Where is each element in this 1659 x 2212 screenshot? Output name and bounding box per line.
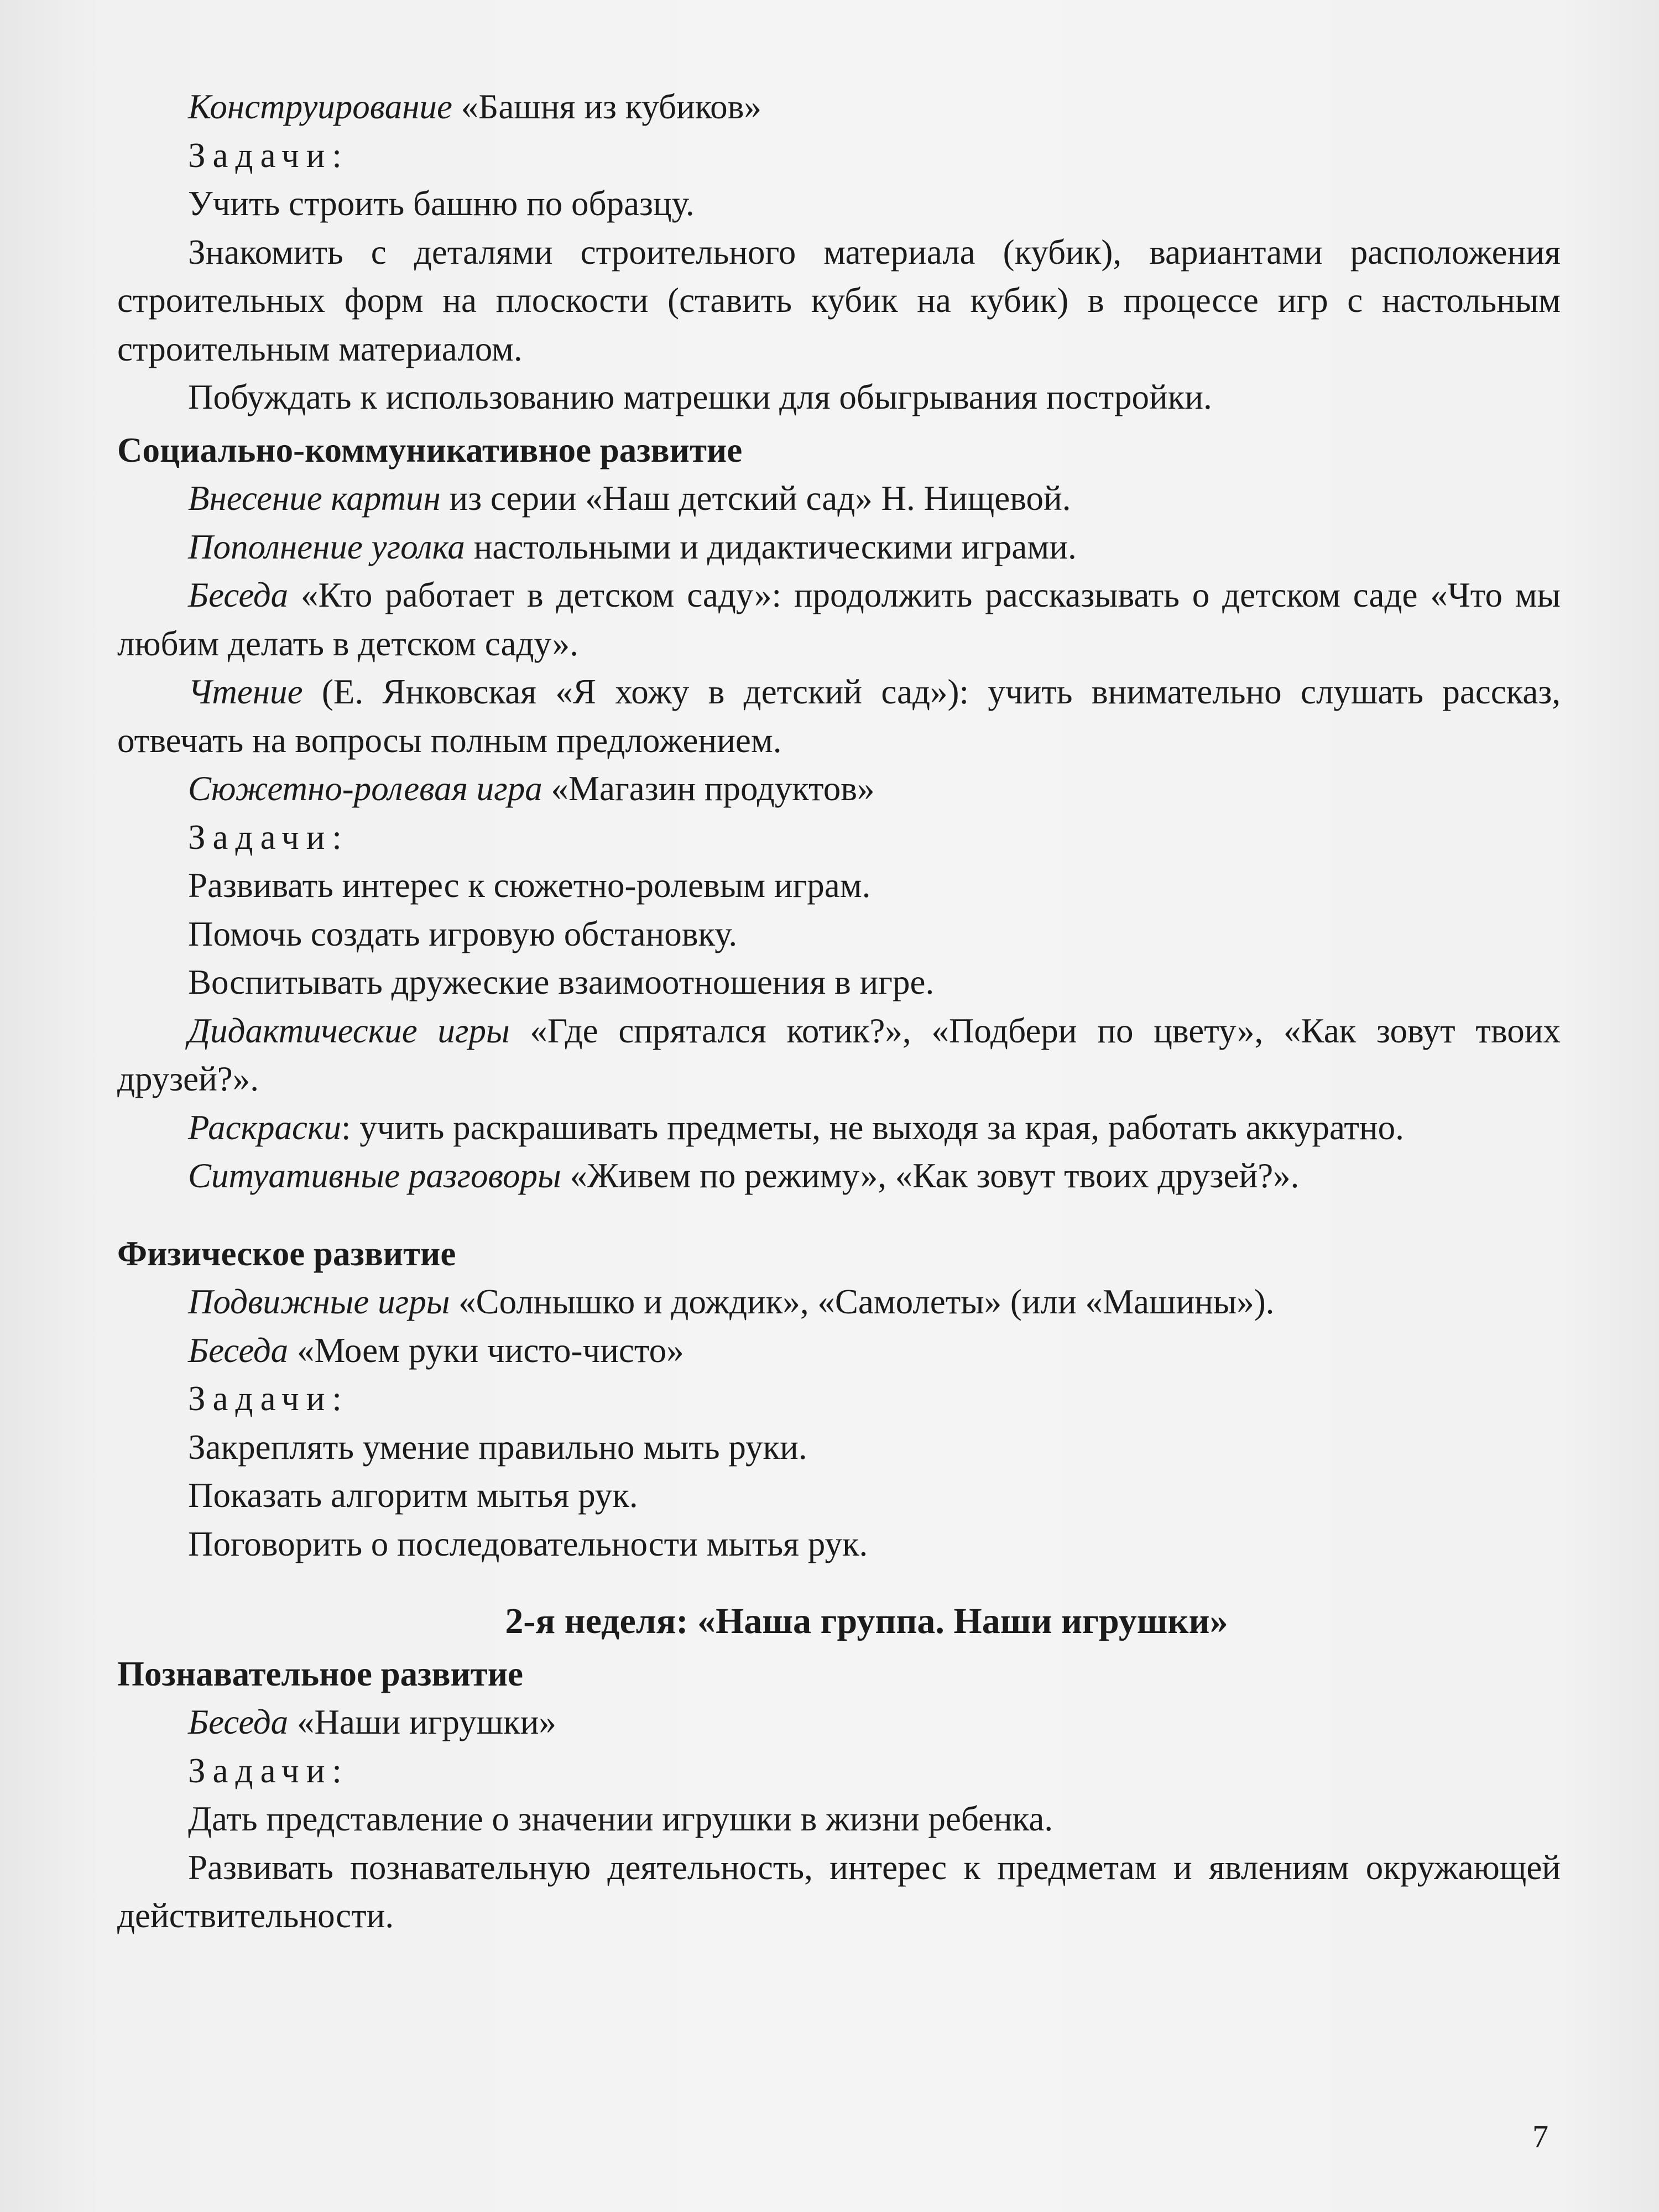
page-body	[117, 83, 1561, 1940]
paragraph	[117, 1152, 1561, 1201]
activity-name: Подвижные игры	[188, 1282, 450, 1321]
tasks-label	[117, 1747, 1561, 1796]
text-run: Помочь создать игровую обстановку.	[188, 914, 738, 953]
tasks-label-text: Задачи:	[188, 1751, 349, 1790]
text-run: Физическое развитие	[117, 1234, 456, 1273]
paragraph	[117, 910, 1561, 959]
paragraph	[117, 1104, 1561, 1152]
paragraph	[117, 83, 1561, 132]
activity-name: Сюжетно-ролевая игра	[188, 769, 542, 808]
text-run: Развивать интерес к сюжетно-ролевым играм.	[188, 866, 871, 905]
tasks-label-text: Задачи:	[188, 135, 349, 175]
text-run: Социально-коммуникативное развитие	[117, 430, 743, 469]
paragraph	[117, 765, 1561, 813]
text-run: Знакомить с деталями строительного материала (кубик), вариантами расположения строительных форм на плоскости (ставить кубик на кубик) в процессе игр с настольным строительным материалом.	[117, 232, 1561, 368]
paragraph	[117, 373, 1561, 422]
text-run: «Живем по режиму», «Как зовут твоих друзей?».	[561, 1156, 1300, 1195]
text-run: : учить раскрашивать предметы, не выходя за края, работать аккуратно.	[341, 1108, 1404, 1147]
paragraph	[117, 1327, 1561, 1375]
paragraph	[117, 571, 1561, 668]
text-run: Поговорить о последовательности мытья рук.	[188, 1524, 868, 1563]
week-heading	[117, 1597, 1561, 1646]
activity-name: Беседа	[188, 576, 289, 614]
text-run: «Башня из кубиков»	[452, 87, 761, 126]
text-run: «Солнышко и дождик», «Самолеты» (или «Машины»).	[450, 1282, 1275, 1321]
activity-name: Конструирование	[188, 87, 452, 126]
paragraph	[117, 1278, 1561, 1327]
activity-name: Ситуативные разговоры	[188, 1156, 561, 1195]
text-run: Побуждать к использованию матрешки для обыгрывания постройки.	[188, 378, 1212, 416]
paragraph	[117, 1007, 1561, 1104]
section-heading	[117, 426, 1561, 475]
paragraph	[117, 862, 1561, 910]
activity-name: Внесение картин	[188, 479, 441, 518]
tasks-label	[117, 813, 1561, 862]
tasks-label	[117, 132, 1561, 180]
text-run: Воспитывать дружеские взаимоотношения в игре.	[188, 963, 935, 1001]
paragraph	[117, 228, 1561, 374]
text-run: Дать представление о значении игрушки в жизни ребенка.	[188, 1799, 1053, 1838]
text-run: Показать алгоритм мытья рук.	[188, 1476, 638, 1515]
text-run: Познавательное развитие	[117, 1654, 523, 1693]
text-run: «Наши игрушки»	[288, 1703, 556, 1741]
text-run: Закреплять умение правильно мыть руки.	[188, 1427, 807, 1467]
activity-name: Беседа	[188, 1331, 289, 1370]
paragraph	[117, 958, 1561, 1007]
paragraph	[117, 1520, 1561, 1569]
activity-name: Раскраски	[188, 1108, 341, 1147]
text-run: Развивать познавательную деятельность, интерес к предметам и явлениям окружающей действительности.	[117, 1848, 1561, 1935]
paragraph	[117, 1472, 1561, 1520]
text-run: «Кто работает в детском саду»: продолжить рассказывать о детском саде «Что мы любим делать в детском саду».	[117, 576, 1561, 663]
activity-name: Дидактические игры	[188, 1011, 510, 1050]
section-heading	[117, 1650, 1561, 1699]
text-run: «Магазин продуктов»	[542, 769, 875, 808]
tasks-label-text: Задачи:	[188, 1379, 349, 1418]
paragraph	[117, 668, 1561, 765]
activity-name: Чтение	[188, 672, 303, 711]
activity-name: Беседа	[188, 1703, 289, 1741]
text-run: настольными и дидактическими играми.	[465, 527, 1077, 566]
text-run: «Моем руки чисто-чисто»	[288, 1331, 684, 1370]
page-number: 7	[1532, 2119, 1548, 2154]
text-run: (Е. Янковская «Я хожу в детский сад»): учить внимательно слушать рассказ, отвечать на вопросы полным предложением.	[117, 672, 1561, 760]
paragraph	[117, 1844, 1561, 1940]
tasks-label-text: Задачи:	[188, 817, 349, 857]
text-run: «Где спрятался котик?», «Подбери по цвету», «Как зовут твоих друзей?».	[117, 1011, 1561, 1098]
tasks-label	[117, 1375, 1561, 1423]
section-heading	[117, 1230, 1561, 1279]
paragraph	[117, 523, 1561, 572]
text-run: Учить строить башню по образцу.	[188, 184, 695, 223]
text-run: 2-я неделя: «Наша группа. Наши игрушки»	[505, 1601, 1228, 1641]
paragraph	[117, 1795, 1561, 1844]
paragraph	[117, 1423, 1561, 1472]
paragraph	[117, 1698, 1561, 1747]
activity-name: Пополнение уголка	[188, 527, 465, 566]
text-run: из серии «Наш детский сад» Н. Нищевой.	[440, 479, 1071, 518]
paragraph	[117, 474, 1561, 523]
paragraph	[117, 180, 1561, 228]
